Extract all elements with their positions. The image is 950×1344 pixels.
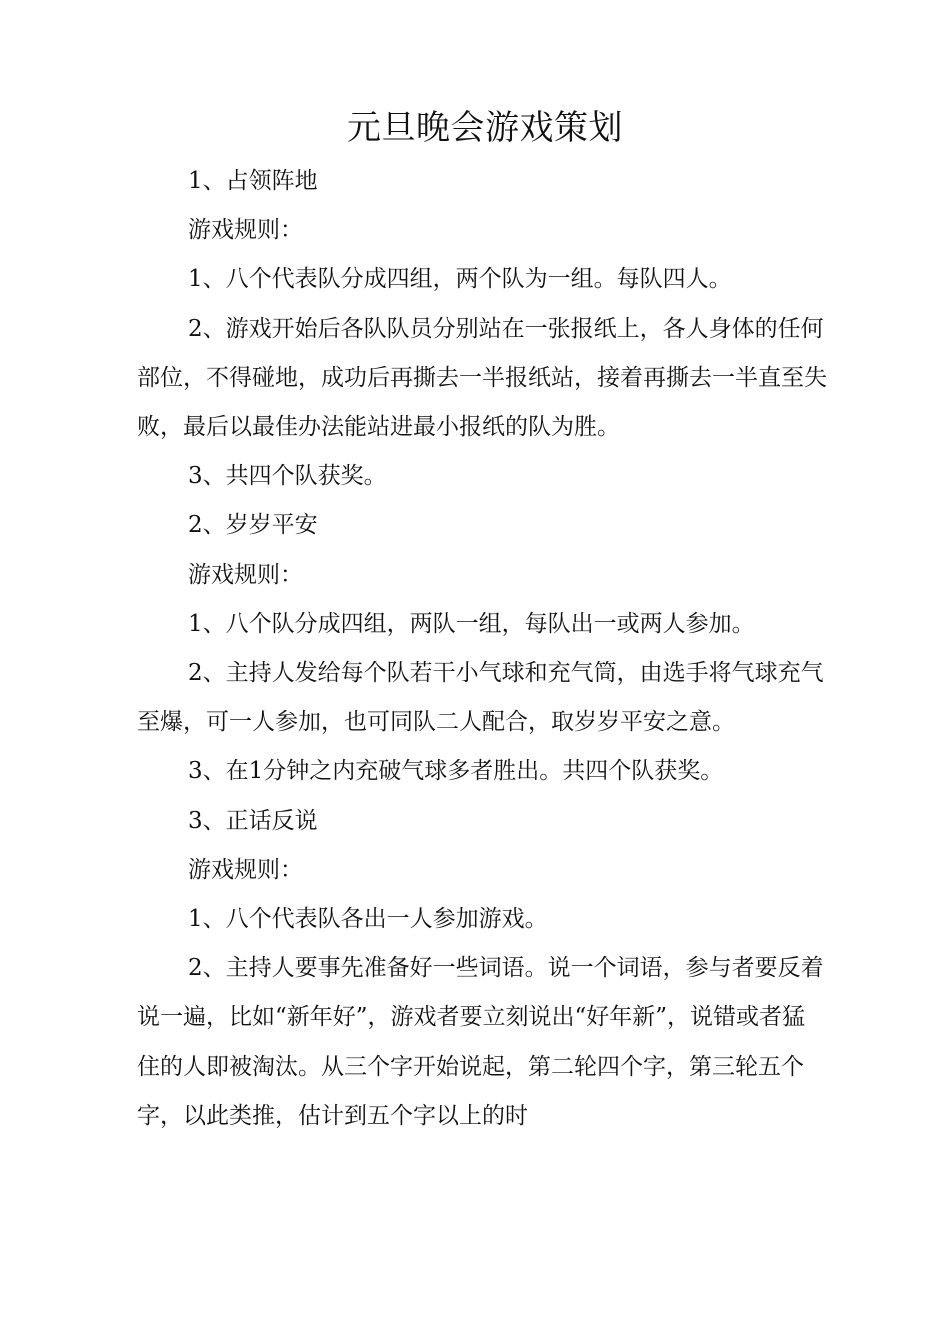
paragraph: 3、共四个队获奖。: [188, 463, 387, 490]
paragraph: 2、主持人发给每个队若干小气球和充气筒，由选手将气球充气至爆，可一人参加，也可同队二人配合，取岁岁平安之意。: [137, 660, 824, 736]
paragraph: 1、八个代表队分成四组，两个队为一组。每队四人。: [188, 266, 732, 293]
paragraph: 1、八个队分成四组，两队一组，每队出一或两人参加。: [188, 610, 755, 637]
rules-label: 游戏规则：: [188, 856, 303, 883]
section-heading-2: 2、岁岁平安: [188, 512, 318, 539]
paragraph: 2、主持人要事先准备好一些词语。说一个词语，参与者要反着说一遍，比如“新年好”，游戏者要立刻说出“好年新”，说错或者猛住的人即被淘汰。从三个字开始说起，第二轮四个字，第三轮五个字，以此类推，估计到五个字以上的时: [137, 955, 824, 1129]
document-title: 元旦晚会游戏策划: [347, 108, 623, 148]
section-heading-3: 3、正话反说: [188, 807, 318, 834]
paragraph: 2、游戏开始后各队队员分别站在一张报纸上，各人身体的任何部位，不得碰地，成功后再撕去一半报纸站，接着再撕去一半直至失败，最后以最佳办法能站进最小报纸的队为胜。: [137, 315, 827, 441]
rules-label: 游戏规则：: [188, 217, 303, 244]
section-heading-1: 1、占领阵地: [188, 168, 318, 194]
document-body: [137, 157, 827, 1141]
paragraph: 1、八个代表队各出一人参加游戏。: [188, 906, 548, 933]
rules-label: 游戏规则：: [188, 561, 303, 588]
paragraph: 3、在1分钟之内充破气球多者胜出。共四个队获奖。: [188, 758, 724, 785]
